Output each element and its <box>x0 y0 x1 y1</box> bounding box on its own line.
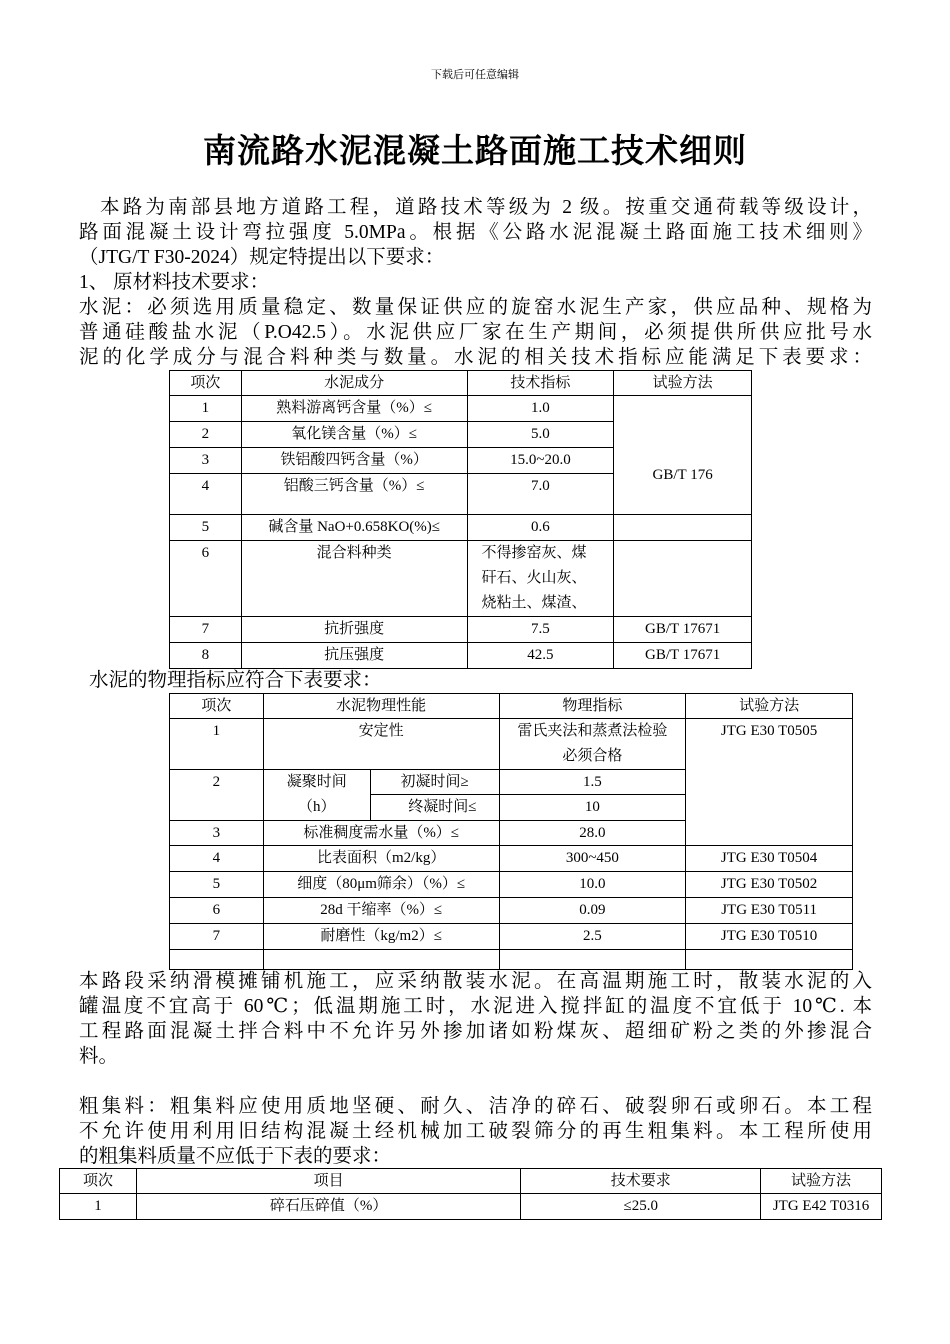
header-cell: 项次 <box>170 694 264 719</box>
value-cell: 7.5 <box>467 617 614 643</box>
paving-paragraph <box>79 969 872 1069</box>
group-line: 凝聚时间 <box>286 774 347 790</box>
empty-cell <box>499 950 686 970</box>
item-cell: 铝酸三钙含量（%）≤ <box>241 474 467 515</box>
row-number: 5 <box>170 872 264 898</box>
value-cell <box>467 541 614 617</box>
empty-cell <box>686 950 853 970</box>
table-row <box>170 515 752 541</box>
item-cell: 标准稠度需水量（%）≤ <box>263 821 499 846</box>
method-cell: JTG E42 T0316 <box>761 1194 882 1220</box>
value-cell: 28.0 <box>499 821 686 846</box>
row-number: 5 <box>170 515 242 541</box>
header-cell: 试验方法 <box>761 1169 882 1194</box>
group-cell <box>263 770 370 821</box>
value-cell: 0.09 <box>499 898 686 924</box>
row-number: 3 <box>170 821 264 846</box>
paving-line: 本路段采纳滑模摊铺机施工，应采纳散装水泥。在高温期施工时，散装水泥的入 <box>79 971 872 992</box>
item-cell: 28d 干缩率（%）≤ <box>263 898 499 924</box>
cement-line: 泥的化学成分与混合料种类与数量。水泥的相关技术指标应能满足下表要求： <box>79 347 872 368</box>
table-row <box>170 872 853 898</box>
method-cell: GB/T 17671 <box>614 617 752 643</box>
coarse-aggregate-paragraph <box>79 1094 872 1169</box>
document-title: 南流路水泥混凝土路面施工技术细则 <box>203 131 747 170</box>
header-cell: 水泥成分 <box>241 371 467 396</box>
table-row <box>170 643 752 669</box>
header-cell: 项目 <box>136 1169 520 1194</box>
table-row <box>170 396 752 422</box>
value-cell: 15.0~20.0 <box>467 448 614 474</box>
method-cell: GB/T 176 <box>614 396 752 515</box>
item-cell: 抗折强度 <box>241 617 467 643</box>
item-cell: 比表面积（m2/kg） <box>263 846 499 872</box>
table-row <box>170 541 752 617</box>
intro-paragraph <box>79 195 872 370</box>
value-cell: 42.5 <box>467 643 614 669</box>
row-number: 1 <box>170 396 242 422</box>
item-cell: 氧化镁含量（%）≤ <box>241 422 467 448</box>
header-cell: 项次 <box>170 371 242 396</box>
method-cell: JTG E30 T0502 <box>686 872 853 898</box>
empty-cell <box>263 950 499 970</box>
item-cell: 耐磨性（kg/m2）≤ <box>263 924 499 950</box>
cement-physical-table <box>169 693 853 970</box>
item-cell: 细度（80μm筛余）（%）≤ <box>263 872 499 898</box>
row-number: 7 <box>170 924 264 950</box>
table-header-row <box>170 694 853 719</box>
group-line: （h） <box>298 799 336 815</box>
physical-intro <box>89 668 882 693</box>
item-cell: 熟料游离钙含量（%）≤ <box>241 396 467 422</box>
coarse-line: 不允许使用利用旧结构混凝土经机械加工破裂筛分的再生粗集料。本工程所使用 <box>79 1121 872 1142</box>
item-cell: 抗压强度 <box>241 643 467 669</box>
method-cell: JTG E30 T0505 <box>686 719 853 846</box>
value-cell: 10 <box>499 795 686 821</box>
value-cell: 300~450 <box>499 846 686 872</box>
row-number: 4 <box>170 846 264 872</box>
method-cell <box>614 541 752 617</box>
table-row <box>170 898 853 924</box>
value-cell: 1.5 <box>499 770 686 795</box>
table-row <box>170 924 853 950</box>
coarse-line: 的粗集料质量不应低于下表的要求： <box>79 1146 392 1167</box>
paving-line: 罐温度不宜高于 60℃；低温期施工时，水泥进入搅拌缸的温度不宜低于 10℃. 本 <box>79 996 872 1017</box>
value-line: 矸石、火山灰、 <box>481 570 587 586</box>
sub-item-cell: 初凝时间≥ <box>370 770 499 795</box>
paving-line: 工程路面混凝土拌合料中不允许另外掺加诸如粉煤灰、超细矿粉之类的外掺混合 <box>79 1021 872 1042</box>
header-cell: 试验方法 <box>614 371 752 396</box>
row-number: 3 <box>170 448 242 474</box>
value-cell: ≤25.0 <box>521 1194 761 1220</box>
cement-chemical-table <box>169 370 752 669</box>
header-cell: 技术要求 <box>521 1169 761 1194</box>
empty-cell <box>170 950 264 970</box>
value-cell: 7.0 <box>467 474 614 515</box>
row-number: 7 <box>170 617 242 643</box>
header-cell: 试验方法 <box>686 694 853 719</box>
value-cell <box>499 719 686 770</box>
value-line: 必须合格 <box>562 748 623 764</box>
method-cell: GB/T 17671 <box>614 643 752 669</box>
row-number: 8 <box>170 643 242 669</box>
table-row <box>170 846 853 872</box>
value-cell: 1.0 <box>467 396 614 422</box>
table-row <box>170 617 752 643</box>
table-row <box>60 1194 882 1220</box>
method-cell: JTG E30 T0510 <box>686 924 853 950</box>
cement-line: 水泥：必须选用质量稳定、数量保证供应的旋窑水泥生产家，供应品种、规格为 <box>79 297 872 318</box>
row-number: 2 <box>170 770 264 821</box>
value-line: 烧粘土、煤渣、 <box>481 595 587 611</box>
intro-line: 路面混凝土设计弯拉强度 5.0MPa。根据《公路水泥混凝土路面施工技术细则》 <box>79 222 872 243</box>
physical-intro-line: 水泥的物理指标应符合下表要求： <box>89 670 382 691</box>
value-cell: 10.0 <box>499 872 686 898</box>
value-cell: 5.0 <box>467 422 614 448</box>
empty-table-row <box>170 950 853 970</box>
item-cell: 碎石压碎值（%） <box>136 1194 520 1220</box>
method-cell: JTG E30 T0504 <box>686 846 853 872</box>
method-cell: JTG E30 T0511 <box>686 898 853 924</box>
value-line: 雷氏夹法和蒸煮法检验 <box>517 723 668 739</box>
item-cell: 安定性 <box>263 719 499 770</box>
row-number: 2 <box>170 422 242 448</box>
value-line: 不得掺窑灰、煤 <box>481 545 587 561</box>
table-header-row <box>170 371 752 396</box>
intro-line: （JTG/T F30-2024）规定特提出以下要求： <box>79 247 445 268</box>
value-cell: 0.6 <box>467 515 614 541</box>
sub-item-cell: 终凝时间≤ <box>370 795 499 821</box>
intro-line: 本路为南部县地方道路工程，道路技术等级为 2 级。按重交通荷载等级设计， <box>100 197 872 218</box>
header-cell: 技术指标 <box>467 371 614 396</box>
cement-line: 普通硅酸盐水泥（P.O42.5）。水泥供应厂家在生产期间，必须提供所供应批号水 <box>79 322 872 343</box>
header-cell: 项次 <box>60 1169 137 1194</box>
item-cell: 碱含量 NaO+0.658KO(%)≤ <box>241 515 467 541</box>
coarse-line: 粗集料：粗集料应使用质地坚硬、耐久、洁净的碎石、破裂卵石或卵石。本工程 <box>79 1096 872 1117</box>
header-cell: 物理指标 <box>499 694 686 719</box>
row-number: 6 <box>170 541 242 617</box>
row-number: 1 <box>170 719 264 770</box>
paving-line: 料。 <box>79 1046 119 1067</box>
value-cell: 2.5 <box>499 924 686 950</box>
item-cell: 铁铝酸四钙含量（%） <box>241 448 467 474</box>
coarse-aggregate-table <box>59 1168 882 1220</box>
table-header-row <box>60 1169 882 1194</box>
row-number: 6 <box>170 898 264 924</box>
row-number: 1 <box>60 1194 137 1220</box>
method-cell <box>614 515 752 541</box>
table-row <box>170 719 853 770</box>
row-number: 4 <box>170 474 242 515</box>
item-cell: 混合料种类 <box>241 541 467 617</box>
page-header-note: 下载后可任意编辑 <box>431 68 519 81</box>
header-cell: 水泥物理性能 <box>263 694 499 719</box>
section-heading: 1、 原材料技术要求： <box>79 272 270 293</box>
